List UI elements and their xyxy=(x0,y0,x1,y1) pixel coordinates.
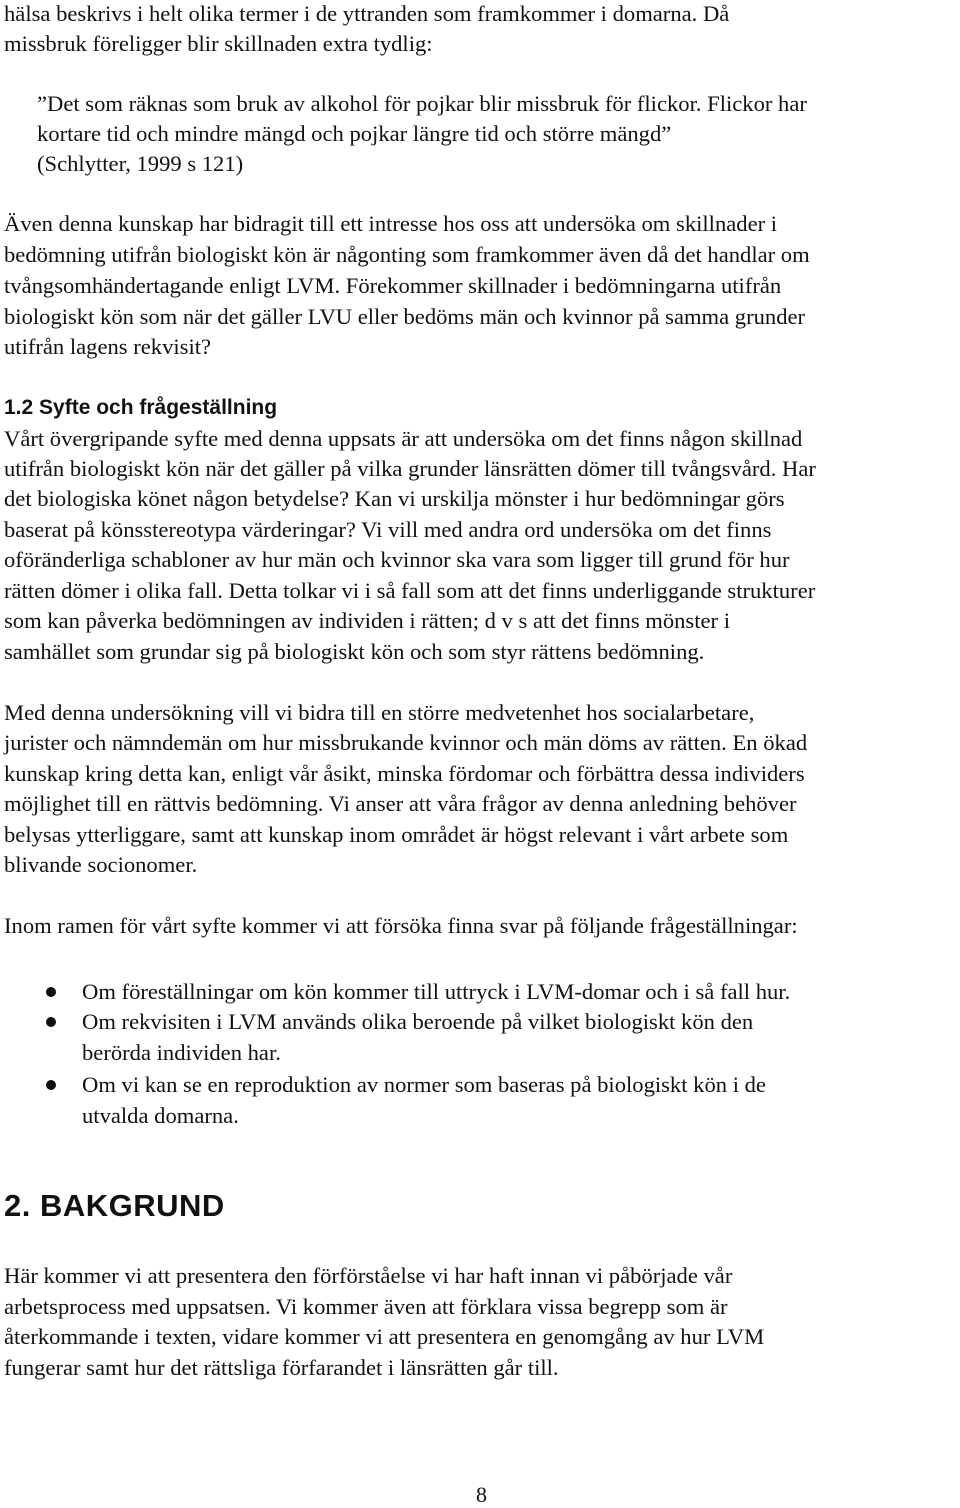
paragraph-line: arbetsprocess med uppsatsen. Vi kommer även att förklara vissa begrepp som är xyxy=(4,1294,728,1319)
bullet-icon xyxy=(46,1017,56,1027)
bullet-item: Om föreställningar om kön kommer till uttryck i LVM-domar och i så fall hur. xyxy=(82,979,791,1004)
paragraph-line: belysas ytterliggare, samt att kunskap inom området är högst relevant i vårt arbete som xyxy=(4,822,789,847)
paragraph-line: oföränderliga schabloner av hur män och kvinnor ska vara som ligger till grund för hur xyxy=(4,547,790,572)
quote-citation: (Schlytter, 1999 s 121) xyxy=(37,151,244,176)
paragraph-line: blivande socionomer. xyxy=(4,852,198,877)
chapter-heading: 2. BAKGRUND xyxy=(4,1188,225,1223)
paragraph-line: som kan påverka bedömningen av individen i rätten; d v s att det finns mönster i xyxy=(4,608,730,633)
quote-line: ”Det som räknas som bruk av alkohol för pojkar blir missbruk för flickor. Flickor har xyxy=(37,91,807,116)
paragraph-line: kunskap kring detta kan, enligt vår åsikt, minska fördomar och förbättra dessa individers xyxy=(4,761,805,786)
paragraph-line: samhället som grundar sig på biologiskt kön och som styr rättens bedömning. xyxy=(4,639,705,664)
paragraph-line: Här kommer vi att presentera den förförståelse vi har haft innan vi påbörjade vår xyxy=(4,1263,733,1288)
paragraph-line: tvångsomhändertagande enligt LVM. Förekommer skillnader i bedömningarna utifrån xyxy=(4,273,782,298)
bullet-item: Om rekvisiten i LVM används olika beroende på vilket biologiskt kön den xyxy=(82,1009,754,1034)
section-heading: 1.2 Syfte och frågeställning xyxy=(4,396,278,419)
bullet-item: berörda individen har. xyxy=(82,1040,281,1065)
paragraph-line: utifrån lagens rekvisit? xyxy=(4,334,212,359)
paragraph-line: Inom ramen för vårt syfte kommer vi att försöka finna svar på följande frågeställningar: xyxy=(4,913,798,938)
paragraph-line: möjlighet till en rättvis bedömning. Vi anser att våra frågor av denna anledning behöver xyxy=(4,791,797,816)
bullet-item: Om vi kan se en reproduktion av normer som baseras på biologiskt kön i de xyxy=(82,1072,766,1097)
quote-line: kortare tid och mindre mängd och pojkar längre tid och större mängd” xyxy=(37,121,672,146)
bullet-icon xyxy=(46,1080,56,1090)
paragraph-line: det biologiska könet någon betydelse? Kan vi urskilja mönster i hur bedömningar görs xyxy=(4,486,785,511)
paragraph-line: biologiskt kön som när det gäller LVU eller bedöms män och kvinnor på samma grunder xyxy=(4,304,806,329)
paragraph-line: utifrån biologiskt kön när det gäller på vilka grunder länsrätten dömer till tvångsvård. Har xyxy=(4,456,816,481)
paragraph-line: bedömning utifrån biologiskt kön är någonting som framkommer även då det handlar om xyxy=(4,242,810,267)
paragraph-line: jurister och nämndemän om hur missbrukande kvinnor och män döms av rätten. En ökad xyxy=(4,730,808,755)
paragraph-line: baserat på könsstereotypa värderingar? Vi vill med andra ord undersöka om det finns xyxy=(4,517,772,542)
paragraph-line: fungerar samt hur det rättsliga förfarandet i länsrätten går till. xyxy=(4,1355,559,1380)
paragraph-line: Med denna undersökning vill vi bidra till en större medvetenhet hos socialarbetare, xyxy=(4,700,755,725)
intro-line: hälsa beskrivs i helt olika termer i de yttranden som framkommer i domarna. Då xyxy=(4,1,730,26)
paragraph-line: rätten dömer i olika fall. Detta tolkar vi i så fall som att det finns underliggande strukturer xyxy=(4,578,816,603)
bullet-icon xyxy=(46,987,56,997)
page-number: 8 xyxy=(476,1482,487,1507)
paragraph-line: Även denna kunskap har bidragit till ett intresse hos oss att undersöka om skillnader i xyxy=(4,211,778,236)
bullet-item: utvalda domarna. xyxy=(82,1103,239,1128)
paragraph-line: Vårt övergripande syfte med denna uppsats är att undersöka om det finns någon skillnad xyxy=(4,426,803,451)
intro-line: missbruk föreligger blir skillnaden extra tydlig: xyxy=(4,31,433,56)
paragraph-line: återkommande i texten, vidare kommer vi att presentera en genomgång av hur LVM xyxy=(4,1324,765,1349)
